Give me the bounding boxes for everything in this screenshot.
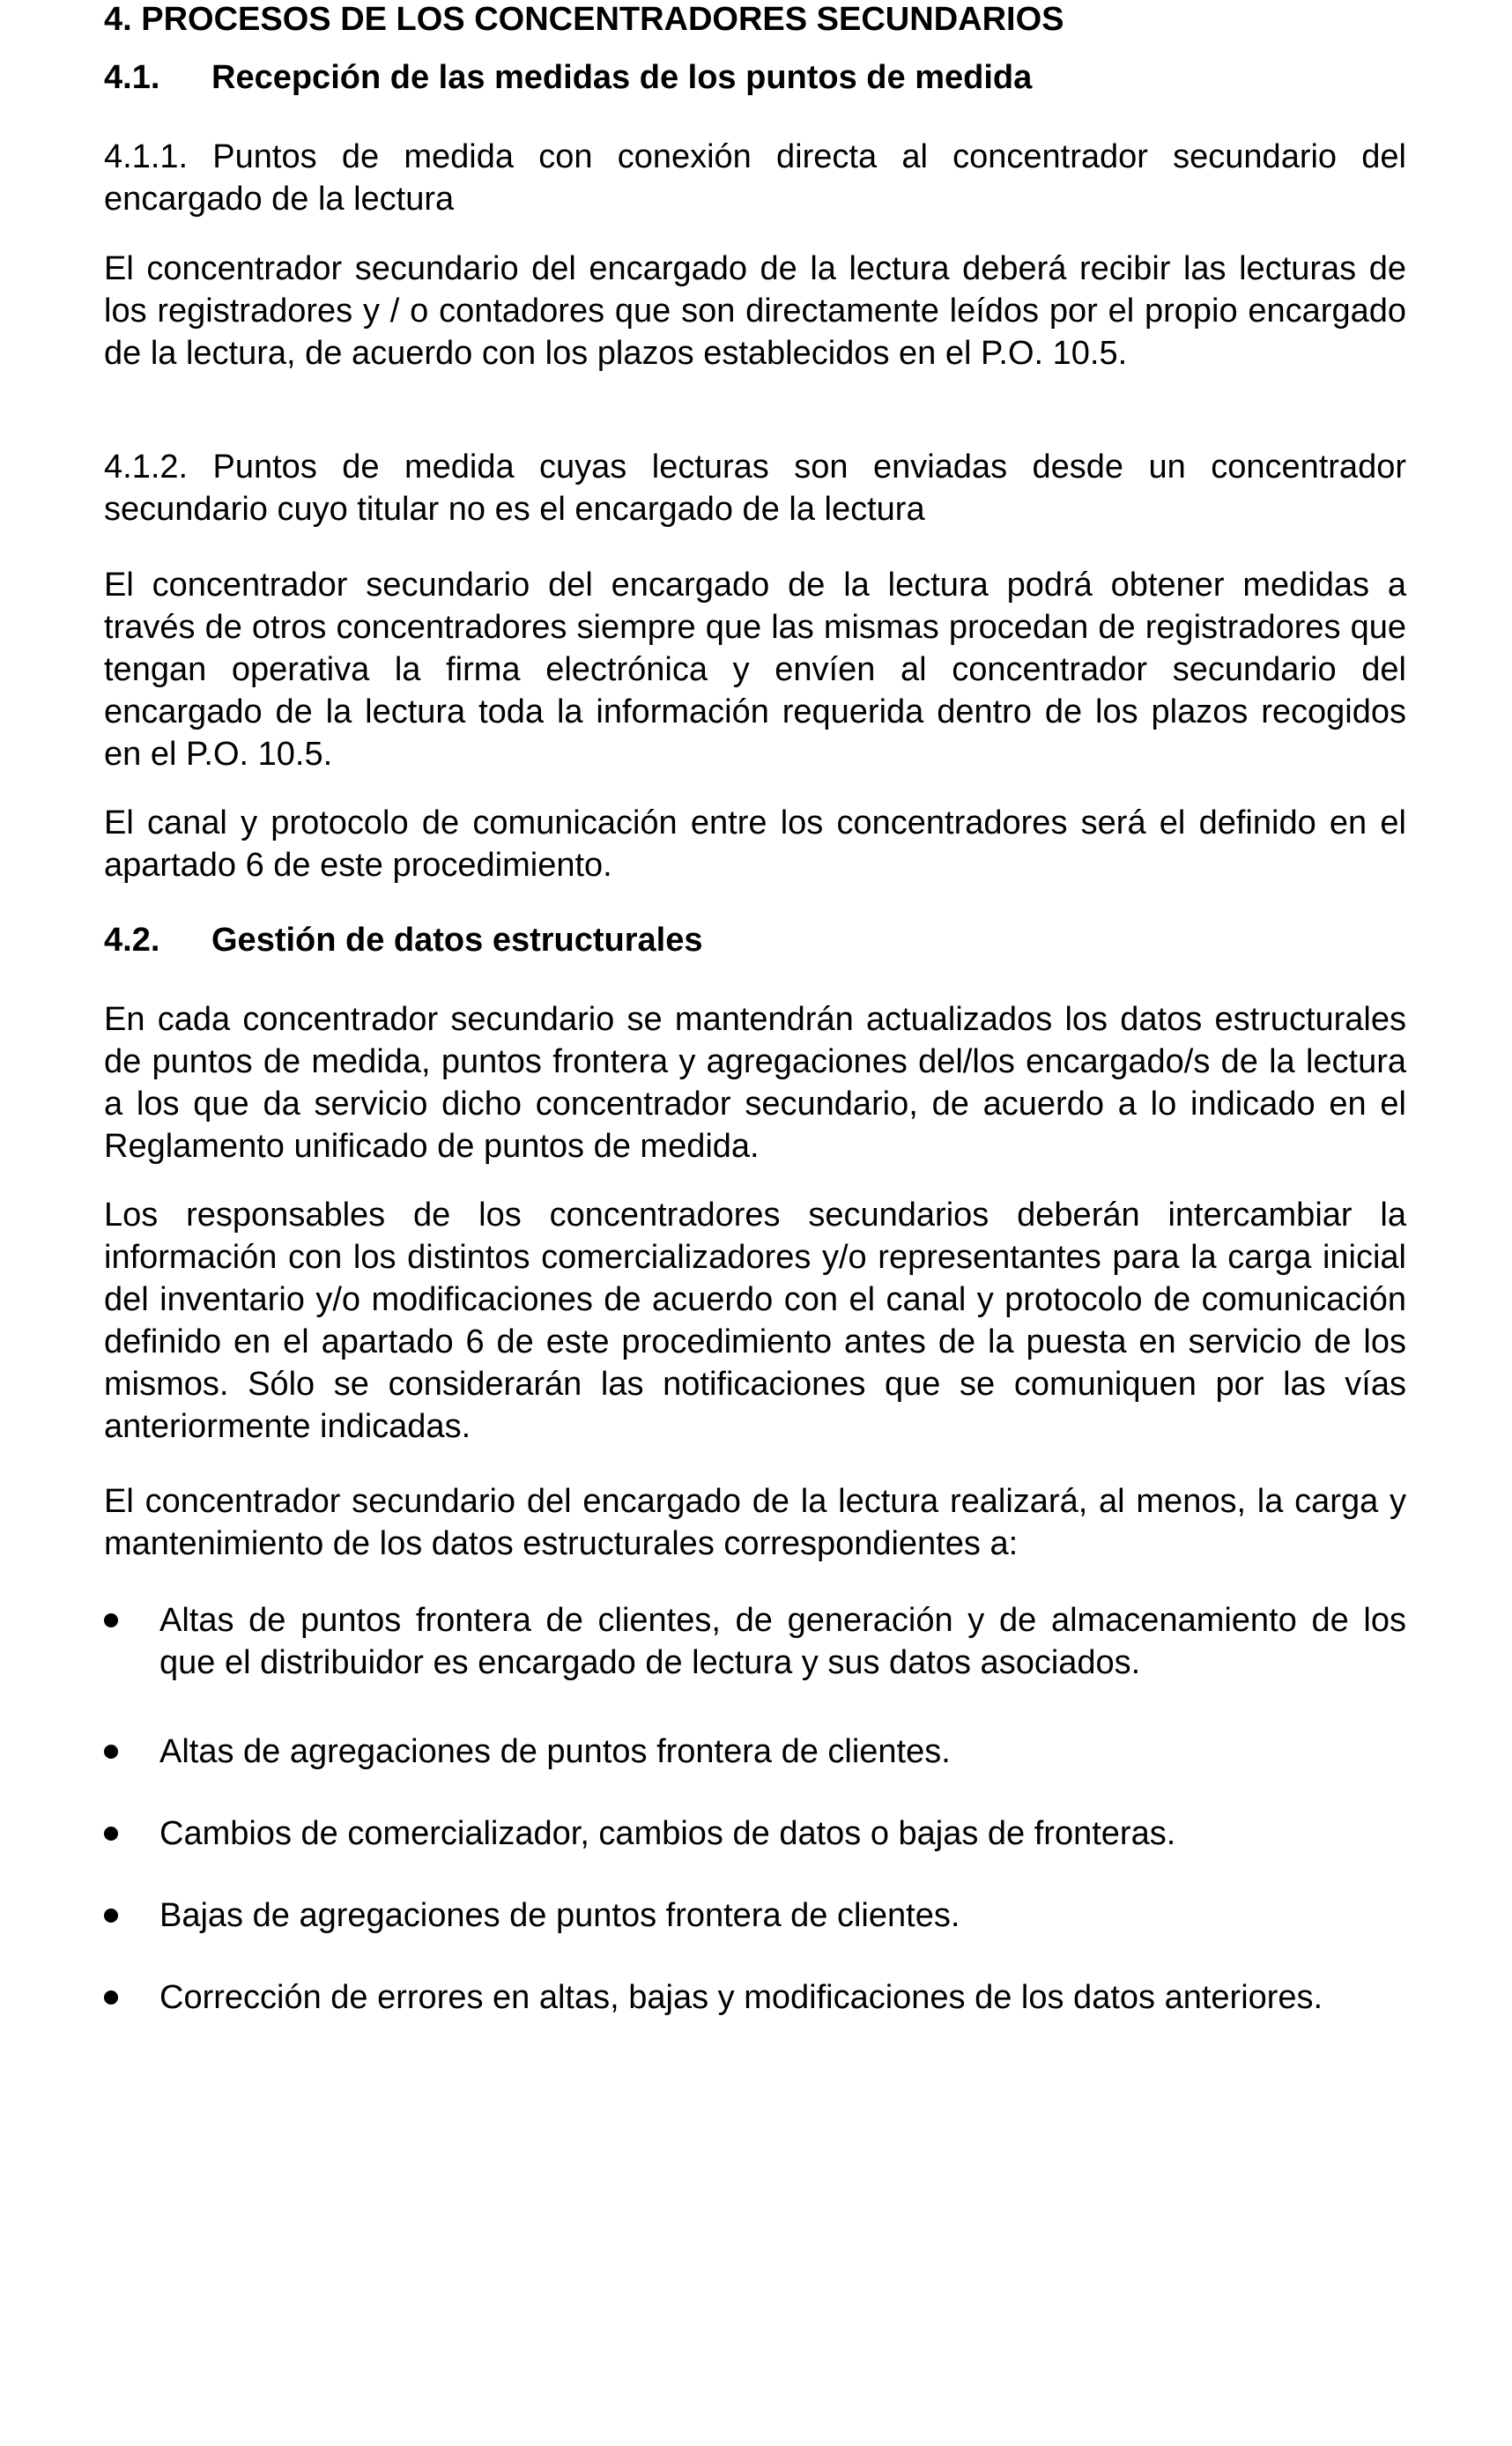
subsection-4-1-1-heading: 4.1.1. Puntos de medida con conexión directa al concentrador secundario del encargado de la lectura — [104, 138, 1406, 218]
subsection-4-1-title: Recepción de las medidas de los puntos de medida — [211, 59, 1033, 96]
list-item-text: Altas de puntos frontera de clientes, de generación y de almacenamiento de los que el distribuidor es encargado de lectura y sus datos asociados. — [159, 1602, 1406, 1681]
list-item-text: Corrección de errores en altas, bajas y modificaciones de los datos anteriores. — [159, 1979, 1323, 2016]
subsection-4-2-paragraph-3: El concentrador secundario del encargado de la lectura realizará, al menos, la carga y mantenimiento de los datos estructurales correspondientes a: — [104, 1483, 1406, 1562]
bullet-icon — [104, 1990, 118, 2005]
subsection-4-1-number: 4.1. — [104, 59, 160, 96]
bullet-icon — [104, 1909, 118, 1923]
list-item-text: Altas de agregaciones de puntos frontera de clientes. — [159, 1733, 951, 1770]
list-item-text: Bajas de agregaciones de puntos frontera de clientes. — [159, 1897, 960, 1934]
list-item-text: Cambios de comercializador, cambios de datos o bajas de fronteras. — [159, 1815, 1176, 1852]
subsection-4-1-2-paragraph-2: El canal y protocolo de comunicación entre los concentradores será el definido en el apartado 6 de este procedimiento. — [104, 804, 1406, 884]
bullet-icon — [104, 1827, 118, 1841]
subsection-4-1-2-heading: 4.1.2. Puntos de medida cuyas lecturas son enviadas desde un concentrador secundario cuyo titular no es el encargado de la lectura — [104, 448, 1406, 528]
subsection-4-2-number: 4.2. — [104, 922, 160, 959]
section-heading: 4. PROCESOS DE LOS CONCENTRADORES SECUNDARIOS — [104, 1, 1064, 38]
bullet-icon — [104, 1745, 118, 1759]
subsection-4-1-1-paragraph: El concentrador secundario del encargado de la lectura deberá recibir las lecturas de los registradores y / o contadores que son directamente leídos por el propio encargado de la lectura, de acuerdo con los plazos establecidos en el P.O. 10.5. — [104, 250, 1406, 372]
bullet-icon — [104, 1613, 118, 1627]
subsection-4-1-2-paragraph-1: El concentrador secundario del encargado de la lectura podrá obtener medidas a través de otros concentradores siempre que las mismas procedan de registradores que tengan operativa la firma electrónica y envíen al concentrador secundario del encargado de la lectura toda la información requerida dentro de los plazos recogidos en el P.O. 10.5. — [104, 567, 1406, 773]
subsection-4-2-paragraph-1: En cada concentrador secundario se mantendrán actualizados los datos estructurales de puntos de medida, puntos frontera y agregaciones del/los encargado/s de la lectura a los que da servicio dicho concentrador secundario, de acuerdo a lo indicado en el Reglamento unificado de puntos de medida. — [104, 1001, 1406, 1165]
subsection-4-2-paragraph-2: Los responsables de los concentradores secundarios deberán intercambiar la información con los distintos comercializadores y/o representantes para la carga inicial del inventario y/o modificaciones de acuerdo con el canal y protocolo de comunicación definido en el apartado 6 de este procedimiento antes de la puesta en servicio de los mismos. Sólo se considerarán las notificaciones que se comuniquen por las vías anteriormente indicadas. — [104, 1197, 1406, 1445]
subsection-4-2-title: Gestión de datos estructurales — [211, 922, 703, 959]
